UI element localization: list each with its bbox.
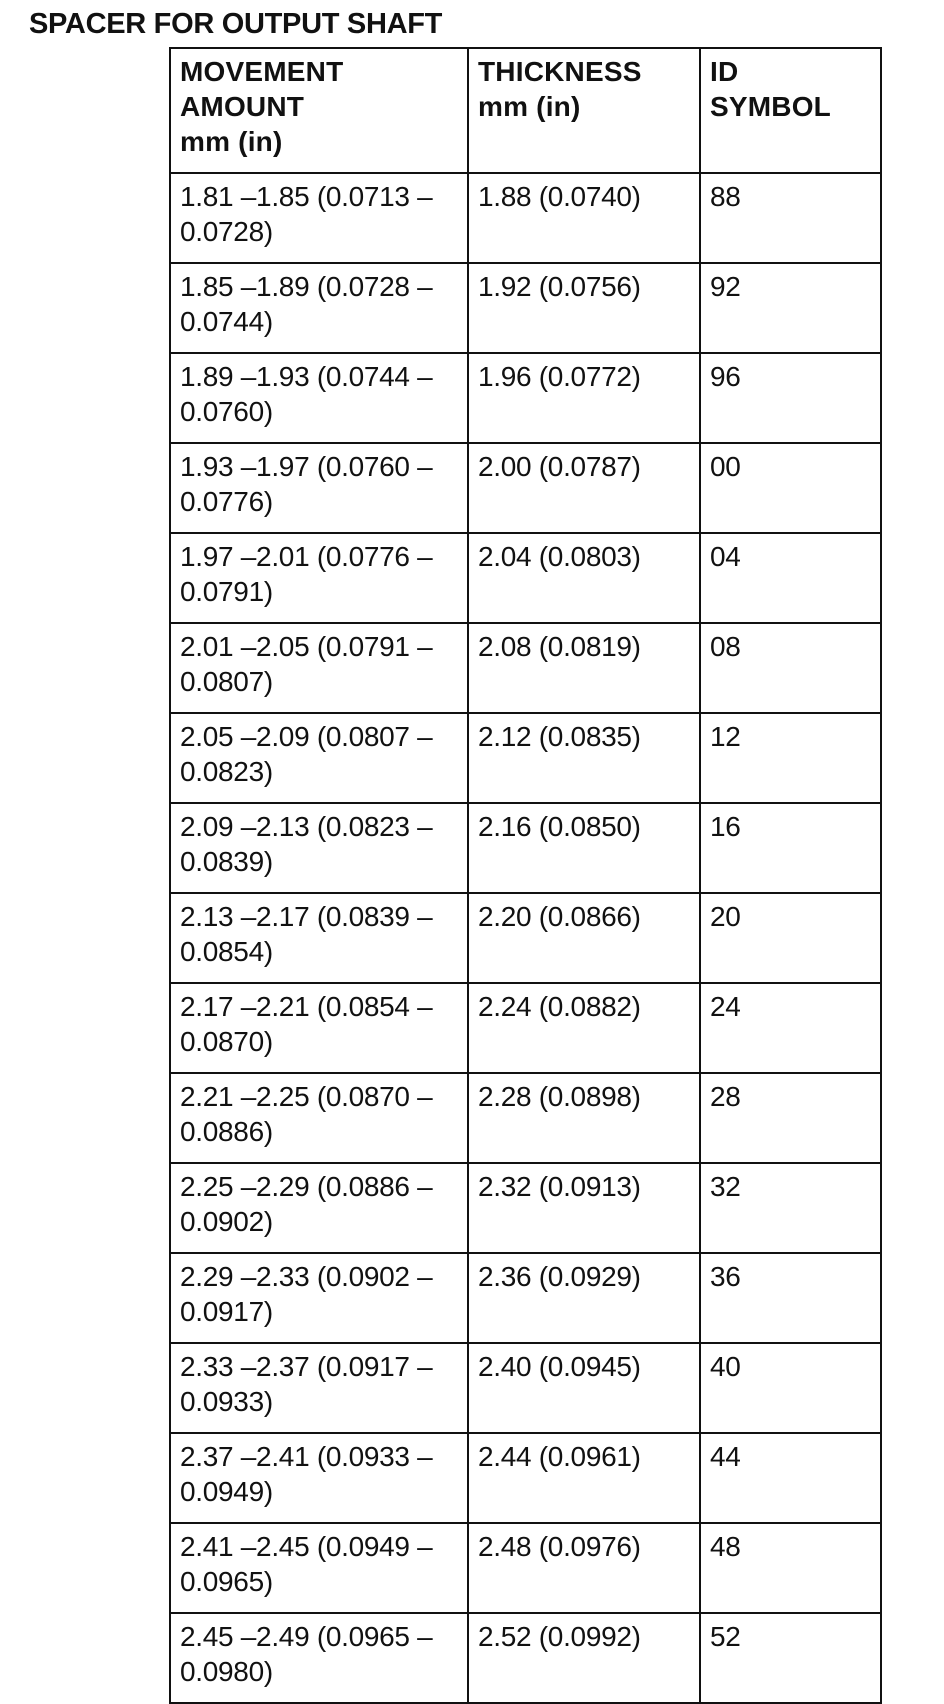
id-symbol-cell: 16 bbox=[700, 803, 881, 893]
movement-amount-text: 0.0886) bbox=[180, 1116, 273, 1147]
id-symbol-cell: 12 bbox=[700, 713, 881, 803]
thickness-cell: 1.96 (0.0772) bbox=[468, 353, 700, 443]
table-row bbox=[170, 803, 881, 893]
movement-amount-text: 2.17 –2.21 (0.0854 – bbox=[180, 991, 433, 1022]
id-symbol-cell: 44 bbox=[700, 1433, 881, 1523]
movement-amount-text: 2.25 –2.29 (0.0886 – bbox=[180, 1171, 433, 1202]
movement-amount-text: 0.0854) bbox=[180, 936, 273, 967]
movement-amount-text: 0.0965) bbox=[180, 1566, 273, 1597]
movement-amount-text: 2.45 –2.49 (0.0965 – bbox=[180, 1621, 433, 1652]
movement-amount-cell bbox=[170, 1613, 468, 1703]
thickness-cell: 1.92 (0.0756) bbox=[468, 263, 700, 353]
movement-amount-text: 0.0776) bbox=[180, 486, 273, 517]
movement-amount-cell bbox=[170, 1343, 468, 1433]
table-header bbox=[170, 48, 881, 173]
movement-amount-text: 0.0807) bbox=[180, 666, 273, 697]
movement-amount-text: 2.33 –2.37 (0.0917 – bbox=[180, 1351, 433, 1382]
thickness-cell: 2.44 (0.0961) bbox=[468, 1433, 700, 1523]
spacer-table bbox=[169, 47, 882, 1704]
movement-amount-text: 1.81 –1.85 (0.0713 – bbox=[180, 181, 433, 212]
header-text: AMOUNT bbox=[180, 91, 305, 122]
table-row bbox=[170, 1073, 881, 1163]
id-symbol-cell: 96 bbox=[700, 353, 881, 443]
movement-amount-text: 0.0917) bbox=[180, 1296, 273, 1327]
id-symbol-cell: 40 bbox=[700, 1343, 881, 1433]
movement-amount-text: 0.0760) bbox=[180, 396, 273, 427]
table-row bbox=[170, 1163, 881, 1253]
thickness-cell: 2.28 (0.0898) bbox=[468, 1073, 700, 1163]
movement-amount-text: 0.0870) bbox=[180, 1026, 273, 1057]
table-row bbox=[170, 1253, 881, 1343]
movement-amount-cell bbox=[170, 893, 468, 983]
thickness-cell: 2.48 (0.0976) bbox=[468, 1523, 700, 1613]
thickness-cell: 1.88 (0.0740) bbox=[468, 173, 700, 263]
thickness-cell: 2.00 (0.0787) bbox=[468, 443, 700, 533]
movement-amount-text: 1.85 –1.89 (0.0728 – bbox=[180, 271, 433, 302]
header-text: mm (in) bbox=[478, 91, 581, 122]
table-row bbox=[170, 443, 881, 533]
header-thickness bbox=[468, 48, 700, 173]
id-symbol-cell: 32 bbox=[700, 1163, 881, 1253]
table-body bbox=[170, 173, 881, 1703]
id-symbol-cell: 36 bbox=[700, 1253, 881, 1343]
movement-amount-text: 0.0728) bbox=[180, 216, 273, 247]
movement-amount-text: 2.37 –2.41 (0.0933 – bbox=[180, 1441, 433, 1472]
thickness-cell: 2.36 (0.0929) bbox=[468, 1253, 700, 1343]
movement-amount-cell bbox=[170, 173, 468, 263]
movement-amount-text: 0.0902) bbox=[180, 1206, 273, 1237]
movement-amount-text: 0.0839) bbox=[180, 846, 273, 877]
movement-amount-text: 2.01 –2.05 (0.0791 – bbox=[180, 631, 433, 662]
table-row bbox=[170, 1433, 881, 1523]
table-row bbox=[170, 1343, 881, 1433]
movement-amount-text: 1.97 –2.01 (0.0776 – bbox=[180, 541, 433, 572]
movement-amount-text: 0.0791) bbox=[180, 576, 273, 607]
table-row bbox=[170, 173, 881, 263]
table-row bbox=[170, 893, 881, 983]
thickness-cell: 2.24 (0.0882) bbox=[468, 983, 700, 1073]
movement-amount-cell bbox=[170, 1433, 468, 1523]
id-symbol-cell: 08 bbox=[700, 623, 881, 713]
movement-amount-cell bbox=[170, 263, 468, 353]
movement-amount-text: 2.41 –2.45 (0.0949 – bbox=[180, 1531, 433, 1562]
thickness-cell: 2.12 (0.0835) bbox=[468, 713, 700, 803]
header-text: mm (in) bbox=[180, 126, 283, 157]
thickness-cell: 2.08 (0.0819) bbox=[468, 623, 700, 713]
movement-amount-cell bbox=[170, 533, 468, 623]
id-symbol-cell: 88 bbox=[700, 173, 881, 263]
movement-amount-cell bbox=[170, 353, 468, 443]
header-id-symbol bbox=[700, 48, 881, 173]
thickness-cell: 2.20 (0.0866) bbox=[468, 893, 700, 983]
table-row bbox=[170, 353, 881, 443]
movement-amount-text: 0.0949) bbox=[180, 1476, 273, 1507]
id-symbol-cell: 28 bbox=[700, 1073, 881, 1163]
movement-amount-cell bbox=[170, 1523, 468, 1613]
movement-amount-text: 2.29 –2.33 (0.0902 – bbox=[180, 1261, 433, 1292]
thickness-cell: 2.16 (0.0850) bbox=[468, 803, 700, 893]
movement-amount-cell bbox=[170, 1253, 468, 1343]
id-symbol-cell: 52 bbox=[700, 1613, 881, 1703]
header-text: ID bbox=[710, 56, 739, 87]
thickness-cell: 2.04 (0.0803) bbox=[468, 533, 700, 623]
table-row bbox=[170, 623, 881, 713]
table-row bbox=[170, 983, 881, 1073]
movement-amount-text: 0.0933) bbox=[180, 1386, 273, 1417]
table-row bbox=[170, 533, 881, 623]
movement-amount-text: 2.21 –2.25 (0.0870 – bbox=[180, 1081, 433, 1112]
id-symbol-cell: 00 bbox=[700, 443, 881, 533]
thickness-cell: 2.32 (0.0913) bbox=[468, 1163, 700, 1253]
movement-amount-text: 1.93 –1.97 (0.0760 – bbox=[180, 451, 433, 482]
page-title: SPACER FOR OUTPUT SHAFT bbox=[29, 8, 443, 40]
movement-amount-text: 0.0823) bbox=[180, 756, 273, 787]
id-symbol-cell: 04 bbox=[700, 533, 881, 623]
movement-amount-cell bbox=[170, 803, 468, 893]
movement-amount-text: 0.0744) bbox=[180, 306, 273, 337]
movement-amount-text: 1.89 –1.93 (0.0744 – bbox=[180, 361, 433, 392]
movement-amount-cell bbox=[170, 713, 468, 803]
movement-amount-cell bbox=[170, 1073, 468, 1163]
movement-amount-cell bbox=[170, 623, 468, 713]
id-symbol-cell: 20 bbox=[700, 893, 881, 983]
header-text: THICKNESS bbox=[478, 56, 642, 87]
header-row bbox=[170, 48, 881, 173]
table-row bbox=[170, 1613, 881, 1703]
id-symbol-cell: 92 bbox=[700, 263, 881, 353]
id-symbol-cell: 48 bbox=[700, 1523, 881, 1613]
movement-amount-cell bbox=[170, 983, 468, 1073]
table-row bbox=[170, 713, 881, 803]
header-text: SYMBOL bbox=[710, 91, 831, 122]
header-movement-amount bbox=[170, 48, 468, 173]
id-symbol-cell: 24 bbox=[700, 983, 881, 1073]
table-row bbox=[170, 263, 881, 353]
table-row bbox=[170, 1523, 881, 1613]
header-text: MOVEMENT bbox=[180, 56, 344, 87]
movement-amount-text: 2.09 –2.13 (0.0823 – bbox=[180, 811, 433, 842]
movement-amount-text: 2.05 –2.09 (0.0807 – bbox=[180, 721, 433, 752]
movement-amount-cell bbox=[170, 1163, 468, 1253]
thickness-cell: 2.40 (0.0945) bbox=[468, 1343, 700, 1433]
movement-amount-text: 2.13 –2.17 (0.0839 – bbox=[180, 901, 433, 932]
movement-amount-cell bbox=[170, 443, 468, 533]
movement-amount-text: 0.0980) bbox=[180, 1656, 273, 1687]
thickness-cell: 2.52 (0.0992) bbox=[468, 1613, 700, 1703]
